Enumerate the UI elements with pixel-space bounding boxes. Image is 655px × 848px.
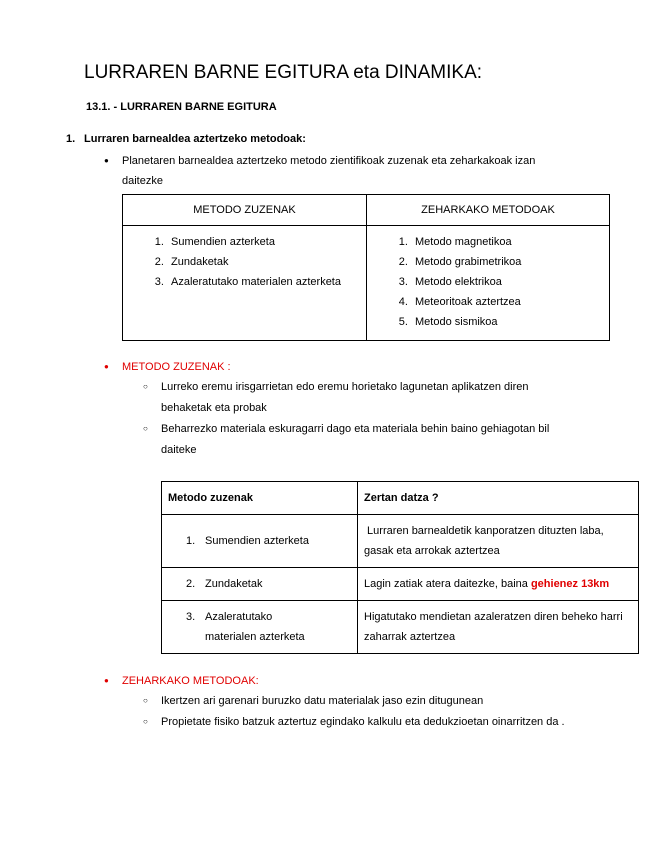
direct-methods-header: METODO ZUZENAK xyxy=(123,195,367,226)
page-title: LURRAREN BARNE EGITURA eta DINAMIKA: xyxy=(84,62,483,83)
direct-methods-item2-line2: daiteke xyxy=(161,444,197,456)
detail-header-method: Metodo zuzenak xyxy=(162,482,358,515)
direct-methods-cell xyxy=(123,226,367,341)
list-item: 3. Azaleratutako materialen azterketa xyxy=(167,272,366,292)
table-row xyxy=(162,601,639,654)
indirect-methods-item1-text: Ikertzen ari garenari buruzko datu materialak jaso ezin ditugunean xyxy=(161,695,484,707)
list-item: 5. Metodo sismikoa xyxy=(411,312,609,332)
direct-methods-heading: METODO ZUZENAK : xyxy=(122,361,231,373)
detail-method-cell xyxy=(162,515,358,568)
indirect-methods-list xyxy=(367,232,609,332)
row-description-line2: zaharrak aztertzea xyxy=(364,631,456,643)
indirect-methods-item2-text: Propietate fisiko batzuk aztertuz egindako kalkulu eta dedukzioetan oinarritzen da . xyxy=(161,716,565,728)
row-number: 2. xyxy=(186,578,196,590)
indirect-methods-header: ZEHARKAKO METODOAK xyxy=(367,195,610,226)
list-item: 4. Meteoritoak aztertzea xyxy=(411,292,609,312)
row-method: Zundaketak xyxy=(205,578,263,590)
section1-heading xyxy=(66,133,306,145)
row-description-highlight: gehienez 13km xyxy=(530,578,610,590)
direct-methods-detail-table xyxy=(161,481,639,654)
section-subtitle: 13.1. - LURRAREN BARNE EGITURA xyxy=(86,101,277,113)
hollow-circle-bullet-icon: ○ xyxy=(143,382,148,391)
row-method-block xyxy=(186,607,351,647)
hollow-circle-bullet-icon: ○ xyxy=(143,696,148,705)
direct-methods-item1-line2: behaketak eta probak xyxy=(161,402,267,414)
section1-bullet-line1: Planetaren barnealdea aztertzeko metodo zientifikoak zuzenak eta zeharkakoak izan xyxy=(122,155,536,167)
row-method: Sumendien azterketa xyxy=(205,535,309,547)
filled-circle-bullet-icon: ● xyxy=(104,676,109,685)
row-method-line2: materialen azterketa xyxy=(205,631,305,643)
detail-description-cell xyxy=(358,515,639,568)
list-item: 1. Sumendien azterketa xyxy=(167,232,366,252)
detail-method-cell xyxy=(162,568,358,601)
hollow-circle-bullet-icon: ○ xyxy=(143,717,148,726)
indirect-methods-heading: ZEHARKAKO METODOAK: xyxy=(122,675,259,687)
row-number: 1. xyxy=(186,535,196,547)
row-method-line1: Azaleratutako xyxy=(205,611,273,623)
row-description-line1: Lurraren barnealdetik kanporatzen dituzten laba, xyxy=(364,525,604,537)
row-description-line2: gasak eta arrokak aztertzea xyxy=(364,545,500,557)
row-number: 3. xyxy=(186,611,196,623)
section1-bullet-line2: daitezke xyxy=(122,175,163,187)
list-item: 2. Metodo grabimetrikoa xyxy=(411,252,609,272)
section1-number: 1. xyxy=(66,133,76,145)
list-item: 3. Metodo elektrikoa xyxy=(411,272,609,292)
table-row xyxy=(162,568,639,601)
indirect-methods-cell xyxy=(367,226,610,341)
list-item: 2. Zundaketak xyxy=(167,252,366,272)
direct-methods-list xyxy=(123,232,366,292)
filled-circle-bullet-icon: ● xyxy=(104,362,109,371)
table-row xyxy=(162,515,639,568)
section1-heading-text: Lurraren barnealdea aztertzeko metodoak: xyxy=(84,133,306,145)
detail-method-cell xyxy=(162,601,358,654)
methods-table xyxy=(122,194,610,341)
detail-header-description: Zertan datza ? xyxy=(358,482,639,515)
row-description-line1: Higatutako mendietan azaleratzen diren beheko harri xyxy=(364,611,623,623)
hollow-circle-bullet-icon: ○ xyxy=(143,424,148,433)
detail-description-cell xyxy=(358,568,639,601)
methods-table-header-row xyxy=(123,195,610,226)
methods-table-body-row xyxy=(123,226,610,341)
direct-methods-item2-line1: Beharrezko materiala eskuragarri dago eta materiala behin baino gehiagotan bil xyxy=(161,423,550,435)
detail-description-cell xyxy=(358,601,639,654)
row-description: Lagin zatiak atera daitezke, baina xyxy=(364,578,531,590)
direct-methods-item1-line1: Lurreko eremu irisgarrietan edo eremu horietako lagunetan aplikatzen diren xyxy=(161,381,529,393)
detail-table-header-row xyxy=(162,482,639,515)
filled-circle-bullet-icon: ● xyxy=(104,156,109,165)
list-item: 1. Metodo magnetikoa xyxy=(411,232,609,252)
